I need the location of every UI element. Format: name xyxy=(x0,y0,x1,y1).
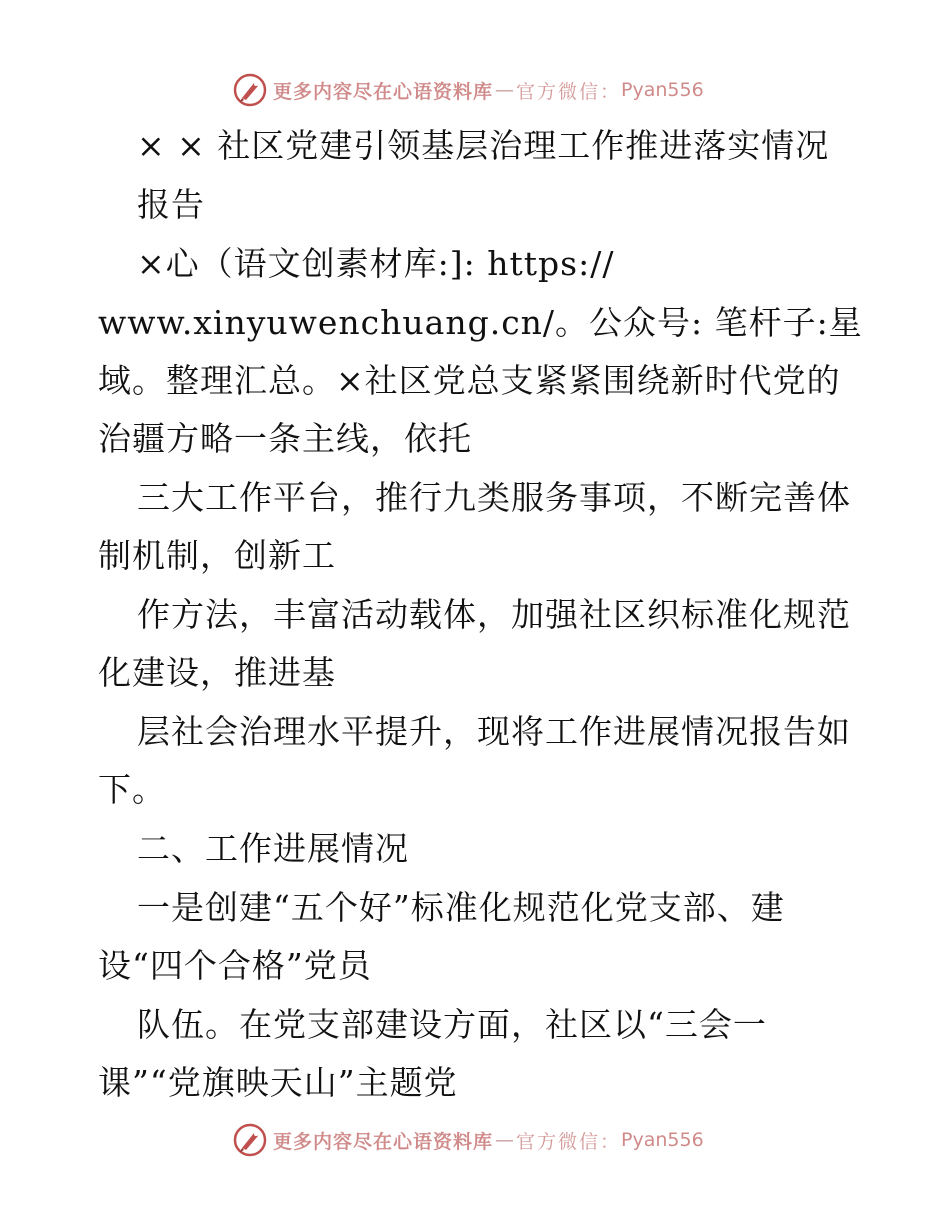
body-line: 课”“党旗映天山”主题党 xyxy=(98,1063,458,1102)
section-heading: 二、工作进展情况 xyxy=(137,829,409,868)
watermark-main-text: 更多内容尽在心语资料库 xyxy=(273,80,494,103)
body-line: 作方法，丰富活动载体，加强社区织标准化规范 xyxy=(137,595,851,634)
watermark-main-text: 更多内容尽在心语资料库 xyxy=(273,1130,494,1153)
watermark-separator: — xyxy=(495,79,515,101)
watermark-wechat-id: Pyan556 xyxy=(621,79,704,101)
pen-logo-icon xyxy=(233,73,267,107)
body-line: 化建设，推进基 xyxy=(98,653,336,692)
watermark-official-label: 官方微信： xyxy=(516,1130,622,1153)
footer-watermark xyxy=(233,1122,753,1158)
document-title-line-2: 报告 xyxy=(137,185,205,224)
body-line: ×心（语文创素材库:]: https:// xyxy=(137,244,615,283)
body-line: 制机制，创新工 xyxy=(98,536,336,575)
pen-logo-icon xyxy=(233,1123,267,1157)
body-line: 队伍。在党支部建设方面，社区以“三会一 xyxy=(137,1005,767,1044)
body-line: www.xinyuwenchuang.cn/。公众号: 笔杆子:星 xyxy=(98,303,863,342)
body-line: 三大工作平台，推行九类服务事项，不断完善体 xyxy=(137,478,851,517)
document-title-line-1: × × 社区党建引领基层治理工作推进落实情况 xyxy=(137,126,830,165)
body-line: 层社会治理水平提升，现将工作进展情况报告如 xyxy=(137,712,851,751)
body-line: 下。 xyxy=(98,770,166,809)
header-watermark xyxy=(233,72,753,108)
watermark-separator: — xyxy=(495,1129,515,1151)
body-line: 一是创建“五个好”标准化规范化党支部、建 xyxy=(137,888,785,927)
body-line: 设“四个合格”党员 xyxy=(98,946,372,985)
body-line: 治疆方略一条主线，依托 xyxy=(98,419,472,458)
body-line: 域。整理汇总。×社区党总支紧紧围绕新时代党的 xyxy=(98,361,841,400)
watermark-wechat-id: Pyan556 xyxy=(621,1129,704,1151)
watermark-official-label: 官方微信： xyxy=(516,80,622,103)
